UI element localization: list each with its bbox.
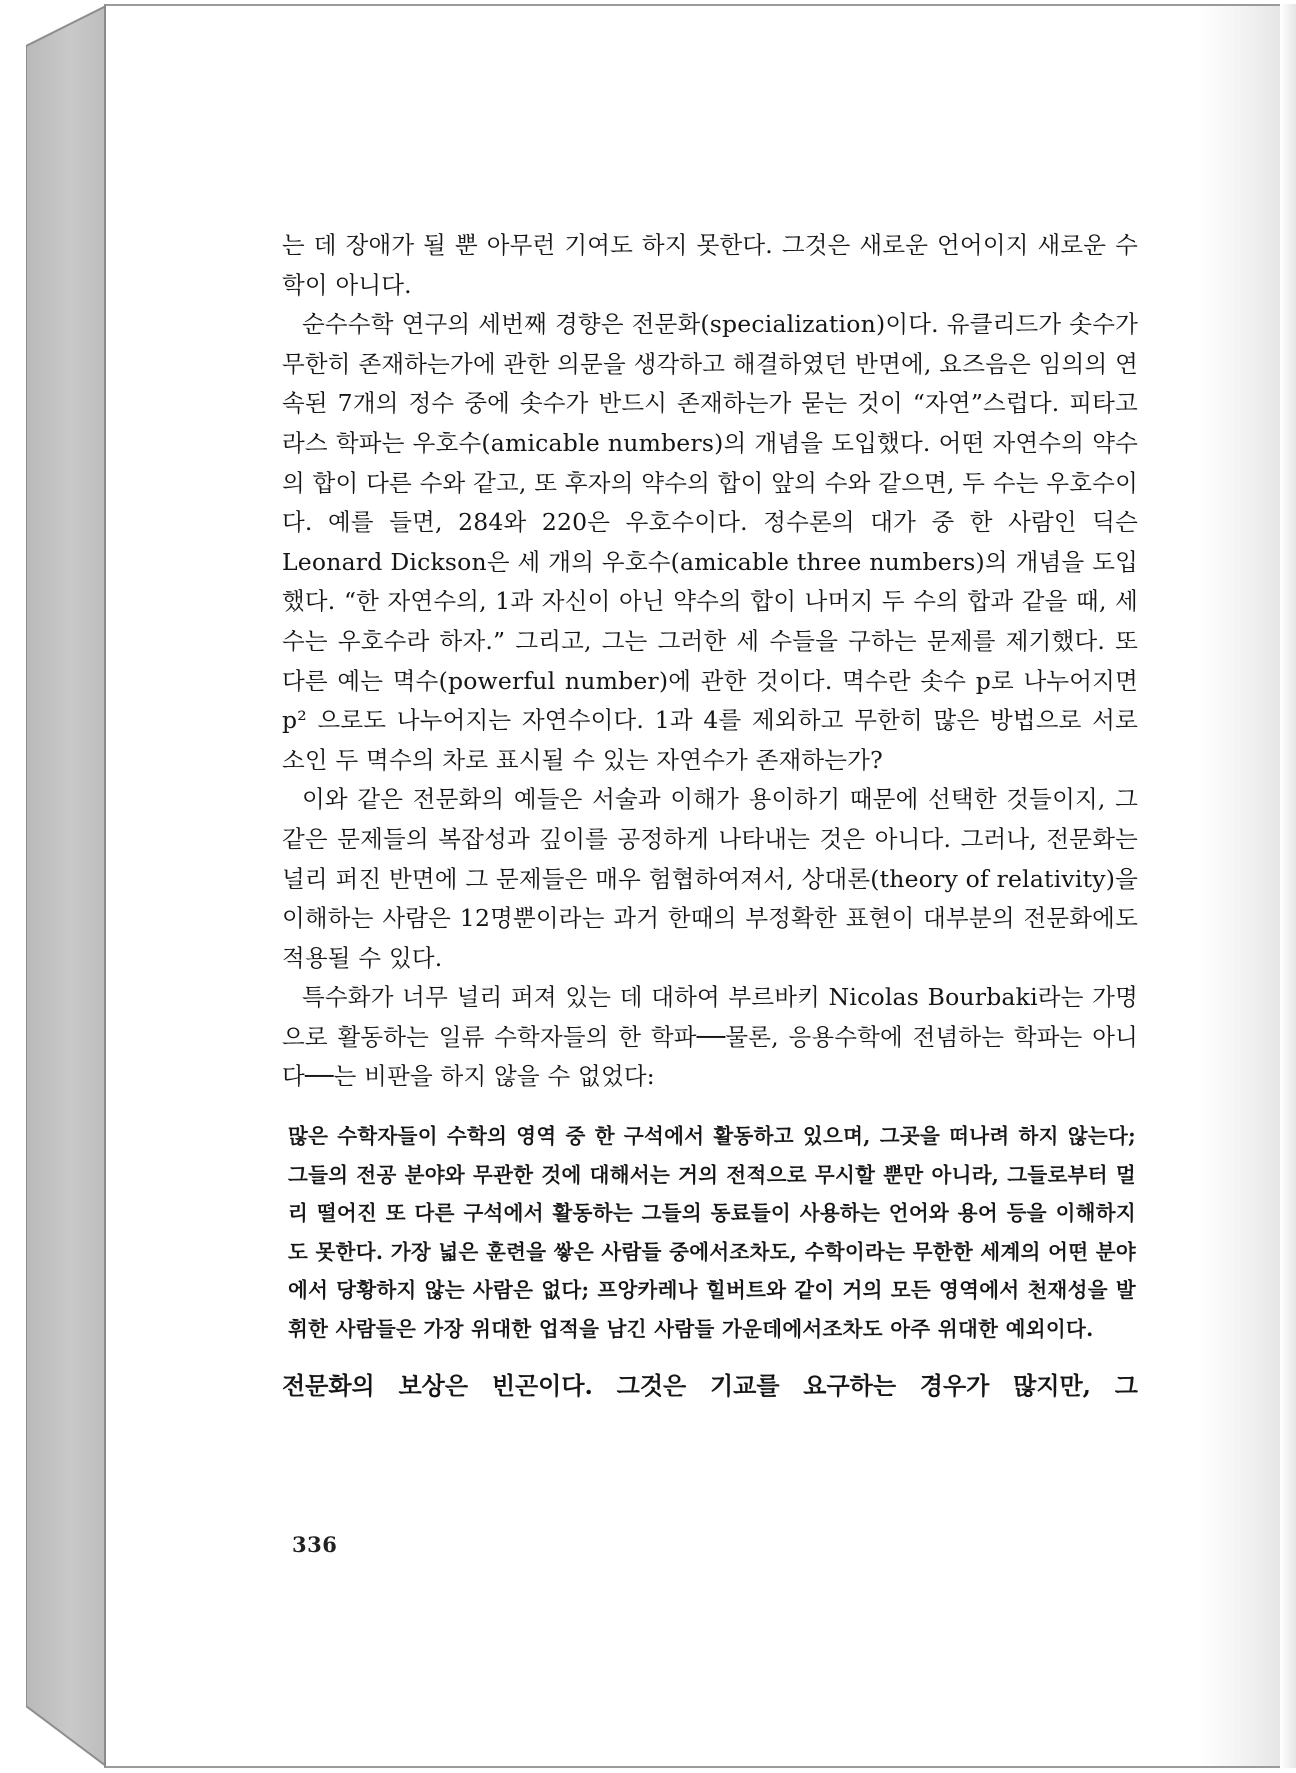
paragraph-4: 특수화가 너무 널리 퍼져 있는 데 대하여 부르바키 Nicolas Bourbaki라는 가명으로 활동하는 일류 수학자들의 한 학파──물론, 응용수학에 전념하는 학파는 아니다──는 비판을 하지 않을 수 없었다: xyxy=(282,983,1138,1091)
paragraph-2: 순수수학 연구의 세번째 경향은 전문화(specialization)이다. 유클리드가 솟수가 무한히 존재하는가에 관한 의문을 생각하고 해결하였던 반면에, 요즈음은 임의의 연속된 7개의 정수 중에 솟수가 반드시 존재하는가 묻는 것이 “자연”스럽다. 피타고라스 학파는 우호수(amicable numbers)의 개념을 도입했다. 어떤 자연수의 약수의 합이 다른 수와 같고, 또 후자의 약수의 합이 앞의 수와 같으면, 두 수는 우호수이다. 예를 들면, 284와 220은 우호수이다. 정수론의 대가 중 한 사람인 딕슨 Leonard Dickson은 세 개의 우호수(amicable three numbers)의 개념을 도입했다. “한 자연수의, 1과 자신이 아닌 약수의 합이 나머지 두 수의 합과 같을 때, 세 수는 우호수라 하자.” 그리고, 그는 그러한 세 수들을 구하는 문제를 제기했다. 또 다른 예는 멱수(powerful number)에 관한 것이다. 멱수란 솟수 p로 나누어지면 p² 으로도 나누어지는 자연수이다. 1과 4를 제외하고 무한히 많은 방법으로 서로 소인 두 멱수의 차로 표시될 수 있는 자연수가 존재하는가? xyxy=(282,310,1138,774)
book-spine xyxy=(26,6,106,1766)
page-number: 336 xyxy=(292,1532,338,1557)
paragraph-3: 이와 같은 전문화의 예들은 서술과 이해가 용이하기 때문에 선택한 것들이지, 그같은 문제들의 복잡성과 깊이를 공정하게 나타내는 것은 아니다. 그러나, 전문화는 널리 퍼진 반면에 그 문제들은 매우 험협하여져서, 상대론(theory of relativity)을 이해하는 사람은 12명뿐이라는 과거 한때의 부정확한 표현이 대부분의 전문화에도 적용될 수 있다. xyxy=(282,785,1138,972)
paragraph-1: 는 데 장애가 될 뿐 아무런 기여도 하지 못한다. 그것은 새로운 언어이지 새로운 수학이 아니다. xyxy=(282,231,1138,299)
page-body xyxy=(282,226,1138,1406)
closing-line: 전문화의 보상은 빈곤이다. 그것은 기교를 요구하는 경우가 많지만, 그 xyxy=(282,1371,1138,1401)
block-quote: 많은 수학자들이 수학의 영역 중 한 구석에서 활동하고 있으며, 그곳을 떠나려 하지 않는다; 그들의 전공 분야와 무관한 것에 대해서는 거의 전적으로 무시할 뿐만 아니라, 그들로부터 멀리 떨어진 또 다른 구석에서 활동하는 그들의 동료들이 사용하는 언어와 용어 등을 이해하지도 못한다. 가장 넓은 훈련을 쌓은 사람들 중에서조차도, 수학이라는 무한한 세계의 어떤 분야에서 당황하지 않는 사람은 없다; 프앙카레나 힐버트와 같이 거의 모든 영역에서 천재성을 발휘한 사람들은 가장 위대한 업적을 남긴 사람들 가운데에서조차도 아주 위대한 예외이다. xyxy=(288,1124,1136,1341)
page-edge-shadow xyxy=(1280,4,1296,1768)
